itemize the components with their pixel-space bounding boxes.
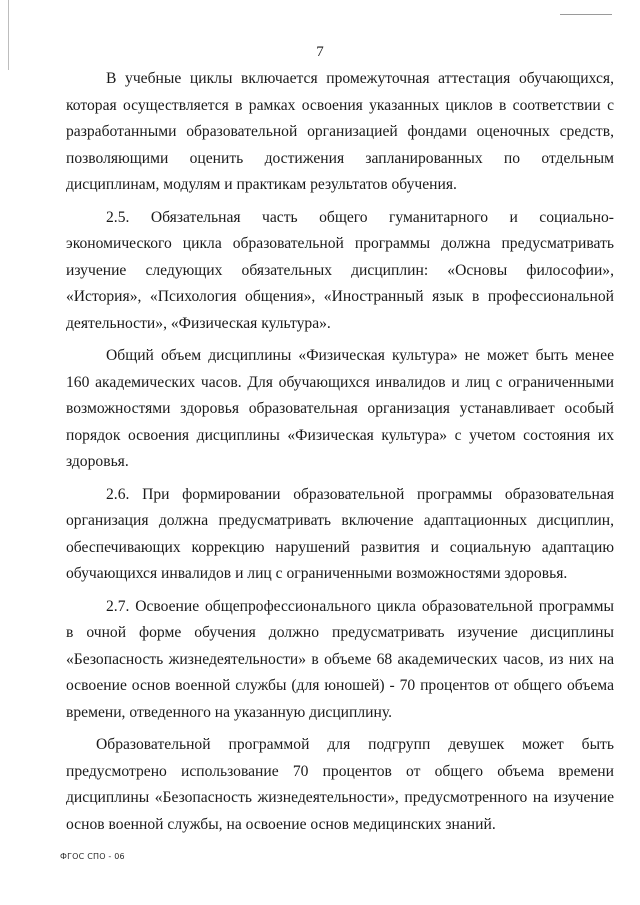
document-body [66, 66, 614, 844]
paragraph-2-6: 2.6. При формировании образовательной программы образовательная организация должна предусматривать включение адаптационных дисциплин, обеспечивающих коррекцию нарушений развития и социальную адаптацию обучающихся инвалидов и лиц с ограниченными возможностями здоровья. [66, 485, 614, 582]
page-number: 7 [316, 44, 324, 60]
scan-edge-top [560, 14, 612, 15]
paragraph-intermediate-certification: В учебные циклы включается промежуточная аттестация обучающихся, которая осуществляется в рамках освоения указанных циклов в соответствии с разработанными образовательной организацией фондами оценочных средств, позволяющими оценить достижения запланированных по отдельным дисциплинам, модулям и практикам результатов обучения. [66, 70, 614, 193]
footer-code: ФГОС СПО - 06 [60, 852, 125, 861]
paragraph-2-7: 2.7. Освоение общепрофессионального цикла образовательной программы в очной форме обучения должно предусматривать изучение дисциплины «Безопасность жизнедеятельности» в объеме 68 академических часов, из них на освоение основ военной службы (для юношей) - 70 процентов от общего объема времени, отведенного на указанную дисциплину. [66, 597, 614, 721]
paragraph-physical-culture: Общий объем дисциплины «Физическая культура» не может быть менее 160 академических часов. Для обучающихся инвалидов и лиц с ограниченными возможностями здоровья образовательная организация устанавливает особый порядок освоения дисциплины «Физическая культура» с учетом состояния их здоровья. [66, 347, 614, 470]
paragraph-2-5: 2.5. Обязательная часть общего гуманитарного и социально-экономического цикла образовательной программы должна предусматривать изучение следующих обязательных дисциплин: «Основы философии», «История», «Психология общения», «Иностранный язык в профессиональной деятельности», «Физическая культура». [66, 208, 614, 332]
paragraph-girls-subgroups: Образовательной программой для подгрупп девушек может быть предусмотрено использование 70 процентов от общего объема времени дисциплины «Безопасность жизнедеятельности», предусмотренного на изучение основ военной службы, на освоение основ медицинских знаний. [66, 736, 614, 833]
